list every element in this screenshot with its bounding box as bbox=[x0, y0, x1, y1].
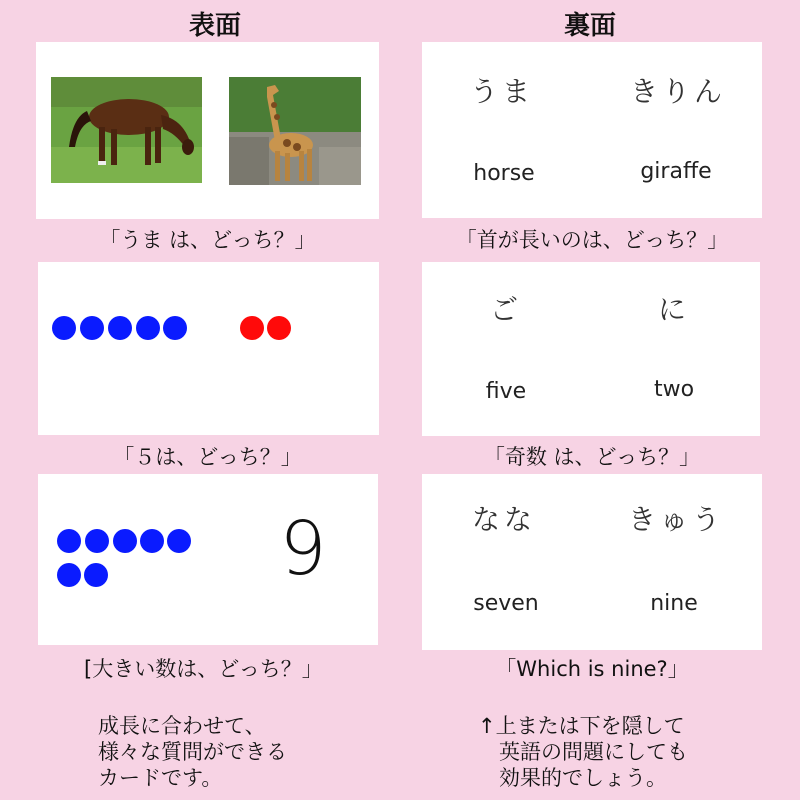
note-left-line: 成長に合わせて、 bbox=[98, 714, 266, 738]
note-left-line: 様々な質問ができる bbox=[98, 740, 287, 764]
blue-dot bbox=[113, 529, 137, 553]
blue-dot bbox=[84, 563, 108, 587]
kana-kyuu: きゅう bbox=[627, 503, 724, 536]
note-left-line: カードです。 bbox=[98, 766, 223, 790]
card-row3-back bbox=[422, 474, 762, 650]
blue-dot bbox=[57, 563, 81, 587]
blue-dot bbox=[108, 316, 132, 340]
blue-dot bbox=[52, 316, 76, 340]
card-row1-back bbox=[422, 42, 762, 218]
red-dot bbox=[240, 316, 264, 340]
front-heading: 表面 bbox=[188, 11, 241, 41]
blue-dot bbox=[163, 316, 187, 340]
back-heading: 裏面 bbox=[563, 11, 616, 41]
card-row1-front bbox=[36, 42, 379, 219]
blue-dot bbox=[80, 316, 104, 340]
kana-nana: なな bbox=[471, 503, 536, 536]
blue-dot bbox=[85, 529, 109, 553]
word-two: two bbox=[653, 377, 695, 402]
caption-row3-front: [大きい数は、どっち？」 bbox=[84, 657, 323, 681]
word-horse: horse bbox=[473, 161, 535, 186]
kana-uma: うま bbox=[469, 75, 534, 108]
kana-ni: に bbox=[657, 293, 690, 326]
caption-row2-back: 「奇数 は、どっち？」 bbox=[483, 445, 701, 469]
red-dot bbox=[267, 316, 291, 340]
blue-dot bbox=[140, 529, 164, 553]
card-row2-back bbox=[422, 262, 760, 436]
word-giraffe: giraffe bbox=[640, 159, 712, 184]
blue-dot bbox=[57, 529, 81, 553]
caption-row3-back: 「Which is nine?」 bbox=[495, 657, 689, 681]
blue-dot bbox=[167, 529, 191, 553]
note-left bbox=[98, 713, 287, 791]
caption-row2-front: 「５は、どっち？」 bbox=[113, 445, 302, 469]
note-right-line: ↑上または下を隠して bbox=[478, 714, 685, 738]
numeral-nine: 9 bbox=[279, 506, 327, 592]
word-five: five bbox=[485, 379, 527, 404]
word-nine: nine bbox=[650, 591, 698, 616]
kana-go: ご bbox=[489, 293, 522, 326]
word-seven: seven bbox=[473, 591, 539, 616]
card-row3-front bbox=[38, 474, 378, 645]
horse-photo bbox=[51, 77, 202, 183]
note-right-line: 効果的でしょう。 bbox=[478, 766, 667, 790]
card-row2-front bbox=[38, 262, 379, 435]
note-right-line: 英語の問題にしても bbox=[478, 740, 688, 764]
blue-dot bbox=[136, 316, 160, 340]
caption-row1-front: 「うま は、どっち？」 bbox=[99, 228, 316, 252]
kana-kirin: きりん bbox=[629, 75, 726, 108]
caption-row1-back: 「首が長いのは、どっち？」 bbox=[455, 228, 729, 252]
note-right bbox=[478, 713, 688, 791]
giraffe-photo bbox=[229, 77, 361, 185]
